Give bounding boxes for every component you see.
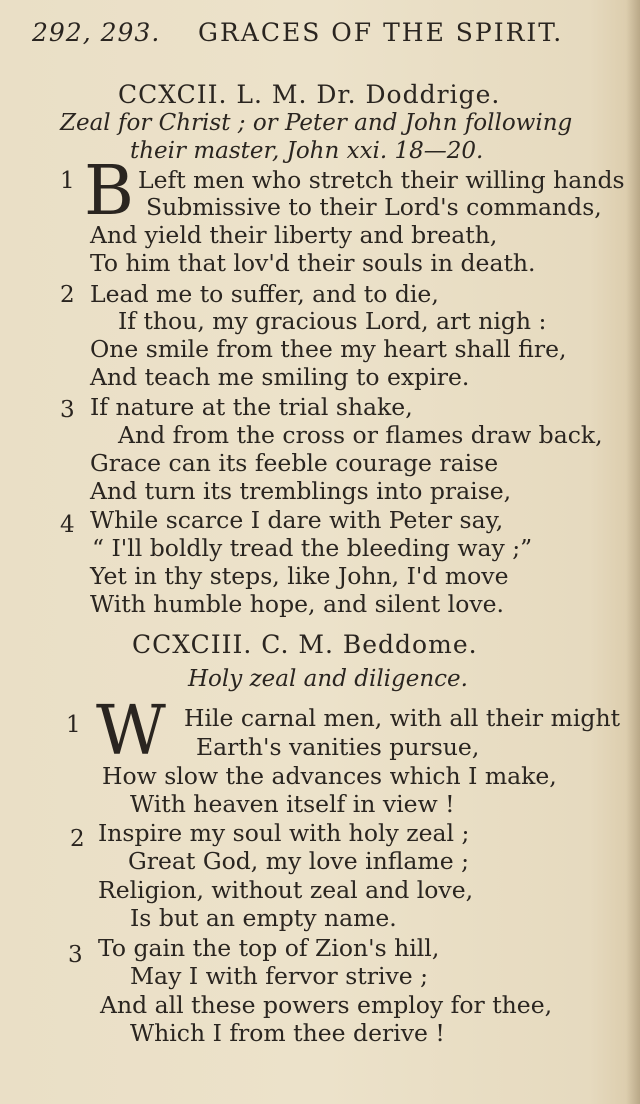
verse-line: With heaven itself in view ! xyxy=(130,790,455,818)
verse-line: And teach me smiling to expire. xyxy=(90,363,470,391)
hymn-subtitle: Holy zeal and diligence. xyxy=(188,666,468,692)
verse-line: And from the cross or flames draw back, xyxy=(118,421,603,449)
verse-line: And all these powers employ for thee, xyxy=(100,991,553,1019)
verse-line: To him that lov'd their souls in death. xyxy=(90,249,536,277)
verse-line: And yield their liberty and breath, xyxy=(90,221,498,249)
verse-line: If thou, my gracious Lord, art nigh : xyxy=(118,307,547,335)
verse-number: 1 xyxy=(66,712,81,738)
verse-number: 2 xyxy=(70,826,85,852)
verse-line: While scarce I dare with Peter say, xyxy=(90,506,504,534)
hymn-subtitle-continued: their master, John xxi. 18—20. xyxy=(130,138,484,164)
verse-line: To gain the top of Zion's hill, xyxy=(98,934,440,962)
verse-number: 2 xyxy=(60,282,75,308)
verse-line: Earth's vanities pursue, xyxy=(196,733,480,761)
page-numbers: 292, 293. xyxy=(32,18,161,47)
verse-line: Grace can its feeble courage raise xyxy=(90,449,499,477)
verse-line: Which I from thee derive ! xyxy=(130,1019,445,1047)
verse-line: Great God, my love inflame ; xyxy=(128,847,470,875)
verse-line: Left men who stretch their willing hands xyxy=(138,166,625,194)
verse-line: Lead me to suffer, and to die, xyxy=(90,280,439,308)
verse-line: Hile carnal men, with all their might xyxy=(184,704,621,732)
verse-line: May I with fervor strive ; xyxy=(130,962,429,990)
verse-line: Yet in thy steps, like John, I'd move xyxy=(90,562,509,590)
hymn-heading: CCXCIII. C. M. Beddome. xyxy=(132,630,478,659)
drop-cap: B xyxy=(84,152,134,231)
verse-line: And turn its tremblings into praise, xyxy=(90,477,512,505)
drop-cap: W xyxy=(96,692,166,771)
verse-line: If nature at the trial shake, xyxy=(90,393,413,421)
verse-line: Religion, without zeal and love, xyxy=(98,876,474,904)
verse-number: 4 xyxy=(60,512,75,538)
page-edge-shadow xyxy=(626,0,640,1104)
hymn-heading: CCXCII. L. M. Dr. Doddrige. xyxy=(118,80,501,109)
verse-number: 3 xyxy=(68,942,83,968)
verse-line: How slow the advances which I make, xyxy=(102,762,557,790)
verse-line: With humble hope, and silent love. xyxy=(90,590,504,618)
verse-number: 3 xyxy=(60,397,75,423)
verse-line: Inspire my soul with holy zeal ; xyxy=(98,819,470,847)
running-head xyxy=(32,18,564,47)
verse-line: Submissive to their Lord's commands, xyxy=(146,193,602,221)
running-title: GRACES OF THE SPIRIT. xyxy=(198,18,564,47)
hymn-subtitle: Zeal for Christ ; or Peter and John following xyxy=(60,110,573,136)
verse-line: Is but an empty name. xyxy=(130,904,397,932)
verse-line: One smile from thee my heart shall fire, xyxy=(90,335,567,363)
verse-number: 1 xyxy=(60,168,75,194)
verse-line: “ I'll boldly tread the bleeding way ;” xyxy=(92,534,533,562)
